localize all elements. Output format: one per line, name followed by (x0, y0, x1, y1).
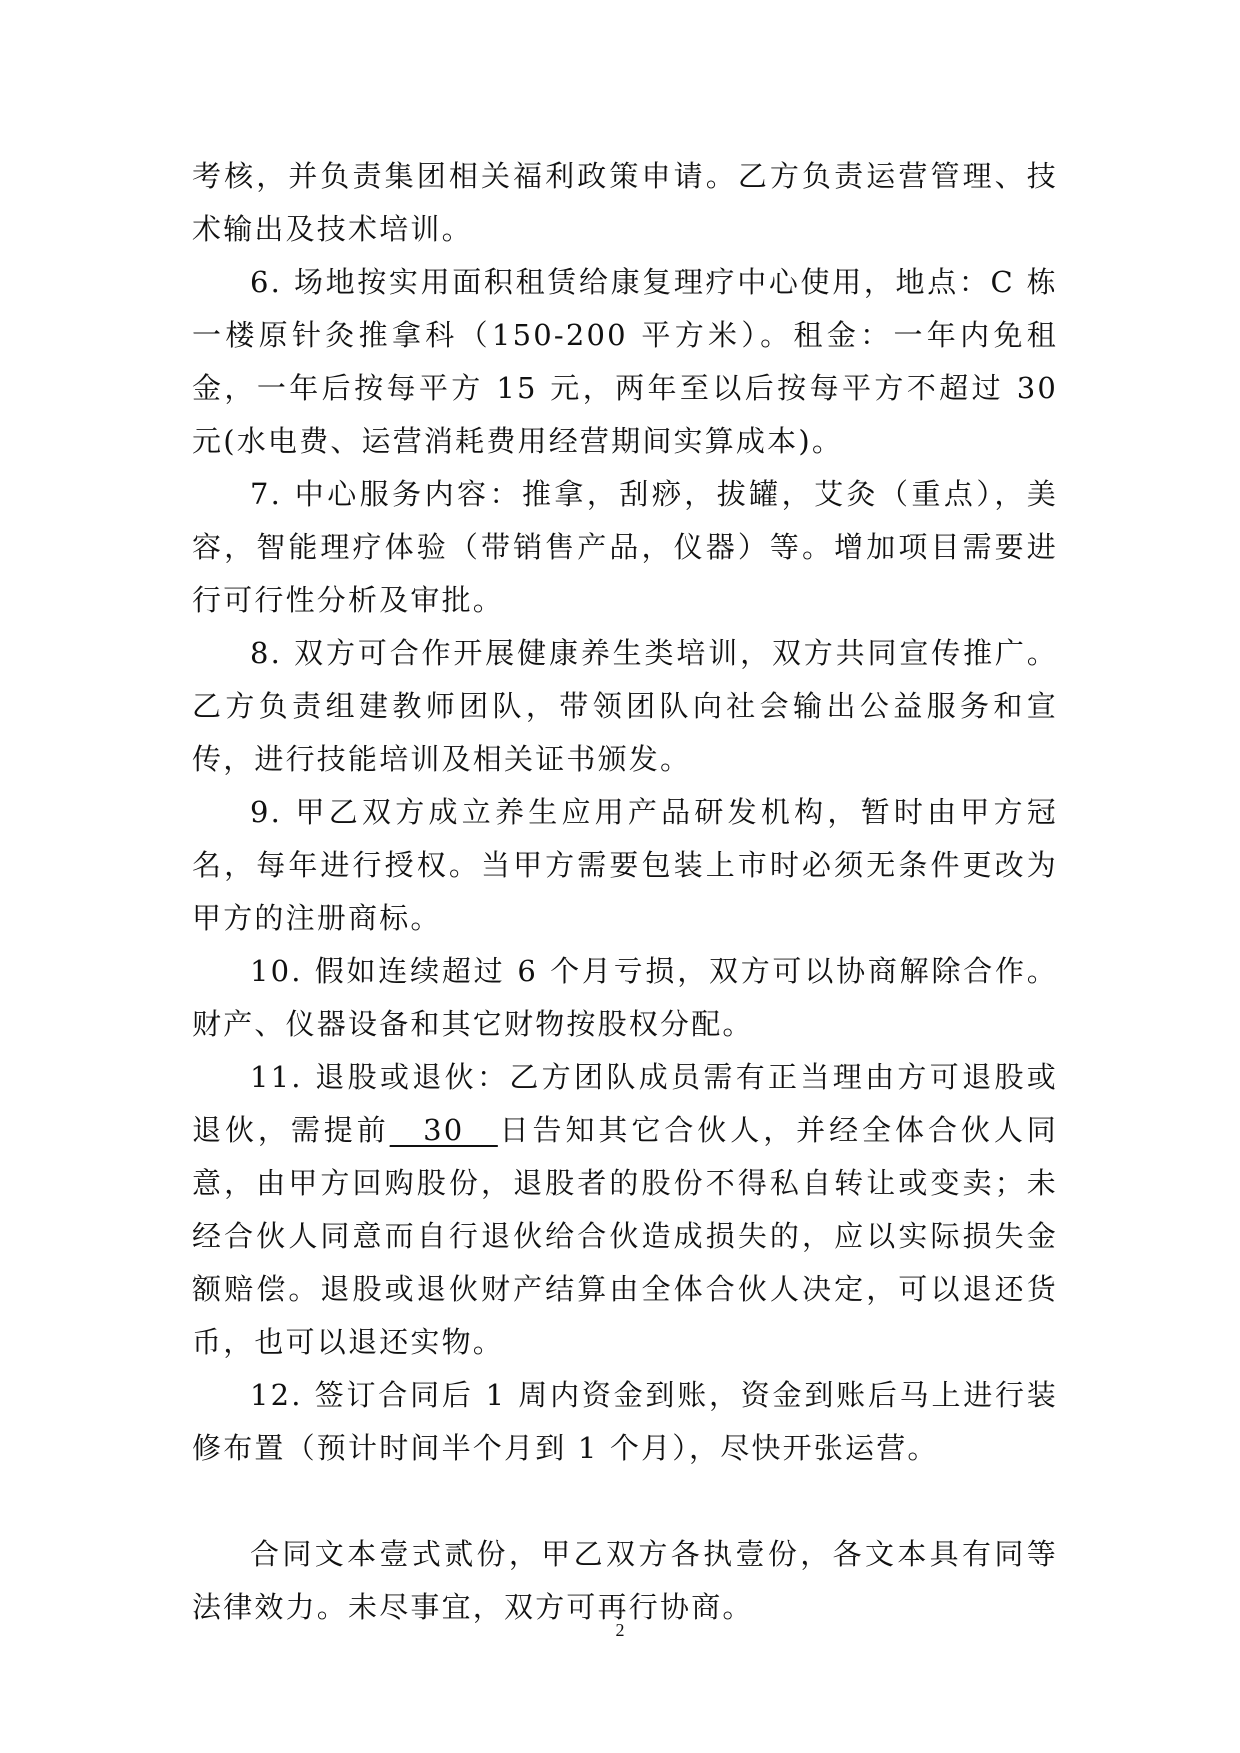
paragraph-closing: 合同文本壹式贰份，甲乙双方各执壹份，各文本具有同等法律效力。未尽事宜，双方可再行协商。 (192, 1537, 1058, 1624)
document-body (192, 150, 1058, 1634)
paragraph-clause-7: 7. 中心服务内容：推拿，刮痧，拔罐，艾灸（重点），美容，智能理疗体验（带销售产品，仪器）等。增加项目需要进行可行性分析及审批。 (192, 477, 1058, 617)
paragraph-continued: 考核，并负责集团相关福利政策申请。乙方负责运营管理、技术输出及技术培训。 (192, 159, 1058, 246)
paragraph-clause-6: 6. 场地按实用面积租赁给康复理疗中心使用，地点：C 栋一楼原针灸推拿科（150-200 平方米）。租金：一年内免租金，一年后按每平方 15 元，两年至以后按每平方不超过 30 元(水电费、运营消耗费用经营期间实算成本)。 (192, 265, 1058, 458)
clause-11-text-start: 11. 退股或退伙：乙方团队成员需有正当理由方可退股或退伙，需提前 (192, 1060, 1058, 1147)
paragraph-clause-8: 8. 双方可合作开展健康养生类培训，双方共同宣传推广。乙方负责组建教师团队，带领团队向社会输出公益服务和宣传，进行技能培训及相关证书颁发。 (192, 636, 1058, 776)
paragraph-spacer (192, 1475, 1058, 1528)
clause-11-text-end: 日告知其它合伙人，并经全体合伙人同意，由甲方回购股份，退股者的股份不得私自转让或变卖；未经合伙人同意而自行退伙给合伙造成损失的，应以实际损失金额赔偿。退股或退伙财产结算由全体合伙人决定，可以退还货币，也可以退还实物。 (192, 1113, 1059, 1359)
paragraph-clause-11 (192, 1051, 1058, 1369)
paragraph-clause-10: 10. 假如连续超过 6 个月亏损，双方可以协商解除合作。财产、仪器设备和其它财物按股权分配。 (192, 954, 1058, 1041)
notice-days-field: __30__ (389, 1113, 498, 1147)
paragraph-clause-12: 12. 签订合同后 1 周内资金到账，资金到账后马上进行装修布置（预计时间半个月到 1 个月），尽快开张运营。 (192, 1378, 1058, 1465)
page-number: 2 (615, 1620, 625, 1640)
paragraph-clause-9: 9. 甲乙双方成立养生应用产品研发机构，暂时由甲方冠名，每年进行授权。当甲方需要包装上市时必须无条件更改为甲方的注册商标。 (192, 795, 1058, 935)
